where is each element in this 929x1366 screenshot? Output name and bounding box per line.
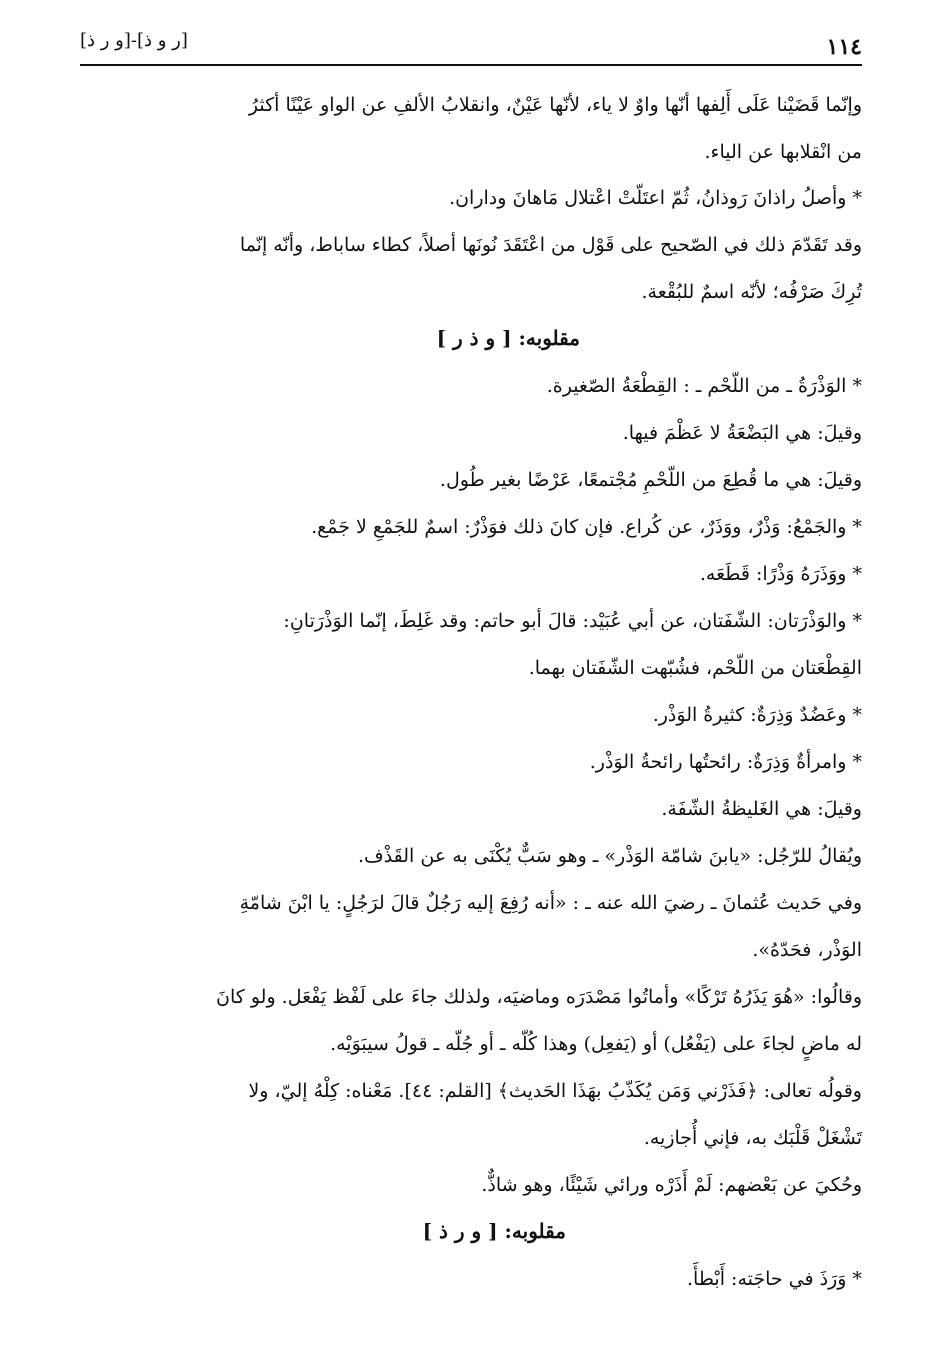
- running-head: [ر و ذ]-[و ر ذ]: [80, 30, 188, 51]
- section-heading: مقلوبه: [ و ذ ر ]: [436, 326, 580, 350]
- text-line: من انْقلابها عن الياء.: [704, 141, 862, 163]
- text-line: * والجَمْعُ: وَذْرٌ، ووَذَرٌ، عن كُراع. فإن كانَ ذلك فوَذْرٌ: اسمٌ للجَمْعِ لا جَمْع.: [311, 516, 862, 538]
- text-line: وقيلَ: هي ما قُطِعَ من اللّحْمِ مُجْتمعًا، عَرْضًا بغير طُول.: [439, 469, 862, 491]
- text-line: وقيلَ: هي الغَليظةُ الشّفَة.: [661, 798, 862, 820]
- text-line: * وعَضُدٌ وَذِرَةٌ: كثيرةُ الوَذْر.: [652, 704, 862, 726]
- text-line: الوَذْر، فحَدّهُ».: [752, 939, 862, 961]
- text-line: وقيلَ: هي البَضْعَةُ لا عَظْمَ فيها.: [622, 422, 862, 444]
- text-line: وإنّما قَضَيْنا عَلَى أَلِفها أنّها واوٌ لا ياء، لأنّها عَيْنٌ، وانقلابُ الألفِ عن الواو عَيْنًا أكثرُ: [248, 94, 862, 116]
- text-line: وفي حَديث عُثمانَ ـ رضيَ الله عنه ـ : «أنه رُفِعَ إليه رَجُلٌ قالَ لرَجُلٍ: يا ابْنَ شامّةِ: [239, 892, 862, 914]
- text-line: * وَرَذَ في حاجَته: أَبْطأَ.: [687, 1268, 862, 1290]
- section-heading: مقلوبه: [ و ر ذ ]: [422, 1219, 566, 1243]
- text-line: القِطْعَتان من اللّحْم، فشُبّهت الشّفَتان بهما.: [528, 657, 862, 679]
- page-number: ١١٤: [826, 34, 862, 60]
- text-line: ويُقالُ للرّجُل: «يابنَ شامّة الوَذْر» ـ وهو سَبٌّ يُكْنَى به عن القَذْف.: [357, 845, 862, 867]
- text-line: وحُكيَ عن بَعْضهم: لَمْ أَذَرْه ورائي شَيْئًا، وهو شاذٌّ.: [481, 1174, 862, 1196]
- text-line: وقالُوا: «هُوَ يَذَرُهُ تَرْكًا» وأماتُوا مَصْدَرَه وماضيَه، ولذلك جاءَ على لَفْظ يَفْعَل. ولو كانَ: [216, 986, 862, 1008]
- text-line: له ماضٍ لجاءَ على (يَفْعُل) أو (يَفعِل) وهذا كُلّه ـ أو جُلّه ـ قولُ سيبَوَيْه.: [330, 1033, 862, 1055]
- text-line: تَشْغَلْ قَلْبَك به، فإني أُجازيه.: [643, 1127, 862, 1149]
- text-line: * الوَذْرَةُ ـ من اللّحْم ـ : القِطْعَةُ الصّغيرة.: [546, 375, 862, 397]
- text-line: تُرِكَ صَرْفُه؛ لأنّه اسمٌ للبُقْعة.: [641, 281, 862, 303]
- text-line: وقد تَقَدّمَ ذلك في الصّحيح على قَوْل من اعْتَقَدَ نُونَها أصلاً، كطاء ساباط، وأنّه إنّما: [239, 234, 862, 256]
- text-line: وقولُه تعالى: ﴿فَذَرْني وَمَن يُكَذّبُ بهَذَا الحَديث﴾ [القلم: ٤٤]. مَعْناه: كِلْهُ إليّ، ولا: [248, 1080, 862, 1102]
- text-line: * والوَذْرَتان: الشّفَتان، عن أبي عُبَيْد: قالَ أبو حاتم: وقد غَلِطَ، إنّما الوَذْرَتانِ:: [283, 610, 862, 632]
- text-line: * وأصلُ راذانَ رَوذانُ، ثُمّ اعتَلّتْ اعْتلال مَاهانَ وداران.: [449, 187, 862, 209]
- page-header: [80, 26, 862, 66]
- text-line: * ووَذَرَهُ وَذْرًا: قَطَعَه.: [699, 563, 862, 585]
- text-line: * وامرأةٌ وَذِرَةٌ: رائحتُها رائحةُ الوَذْر.: [589, 751, 862, 773]
